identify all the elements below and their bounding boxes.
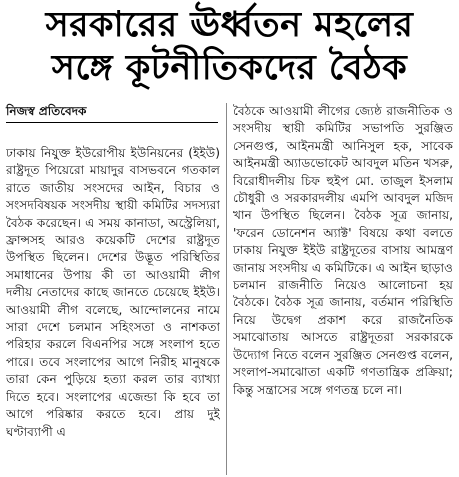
column-divider (226, 103, 227, 475)
headline-line-1: সরকারের ঊর্ধ্বতন মহলের (45, 5, 414, 45)
article-column-right (233, 103, 453, 475)
byline: নিজস্ব প্রতিবেদক (6, 103, 218, 123)
headline (0, 4, 459, 90)
headline-line-2: সঙ্গে কূটনীতিকদের বৈঠক (51, 48, 408, 88)
column-left-text: ঢাকায় নিযুক্ত ইউরোপীয় ইউনিয়নের (ইইউ) রাষ্ট্রদূত পিয়েরো মায়াদুর বাসভবনে গতকাল রাতে জাতীয় সংসদের আইন, বিচার ও সংসদবিষয়ক সংসদীয় স্থায়ী কমিটির সদস্যরা বৈঠক করেছেন। এ সময় কানাডা, অস্ট্রেলিয়া, ফ্রান্সসহ আরও কয়েকটি দেশের রাষ্ট্রদূত উপস্থিত ছিলেন। দেশের উদ্ভূত পরিস্থিতির সমাধানের উপায় কী তা আওয়ামী লীগ দলীয় নেতাদের কাছে জানতে চেয়েছে ইইউ। আওয়ামী লীগ বলেছে, আন্দোলনের নামে সারা দেশে চলমান সহিংসতা ও নাশকতা পরিহার করলে বিএনপির সঙ্গে সংলাপ হতে পারে। তবে সংলাপের আগে নিরীহ মানুষকে তারা কেন পুড়িয়ে হত্যা করল তার ব্যাখ্যা দিতে হবে। সংলাপের এজেন্ডা কি হবে তা আগে পরিষ্কার করতে হবে। প্রায় দুই ঘণ্টাব্যাপী এ (6, 146, 220, 439)
article-column-left (6, 145, 220, 475)
column-right-text: বৈঠকে আওয়ামী লীগের জ্যেষ্ঠ রাজনীতিক ও সংসদীয় স্থায়ী কমিটির সভাপতি সুরঞ্জিত সেনগুপ্ত, আইনমন্ত্রী আনিসুল হক, সাবেক আইনমন্ত্রী অ্যাডভোকেট আবদুল মতিন খসরু, বিরোধীদলীয় চিফ হুইপ মো. তাজুল ইসলাম চৌধুরী ও সরকারদলীয় এমপি আবদুল মজিদ খান উপস্থিত ছিলেন। বৈঠক সূত্র জানায়, 'ফরেন ডোনেশন অ্যাক্ট' বিষয়ে কথা বলতে ঢাকায় নিযুক্ত ইইউ রাষ্ট্রদূতের বাসায় আমন্ত্রণ জানায় সংসদীয় এ কমিটিকে। এ আইন ছাড়াও চলমান রাজনীতি নিয়েও আলোচনা হয় বৈঠকে। বৈঠক সূত্র জানায়, বর্তমান পরিস্থিতি নিয়ে উদ্বেগ প্রকাশ করে রাজনৈতিক সমাঝোতায় আসতে রাষ্ট্রদূতরা সরকারকে উদ্যোগ নিতে বলেন সুরঞ্জিত সেনগুপ্ত বলেন, সংলাপ-সমাঝোতা একটি গণতান্ত্রিক প্রক্রিয়া; কিন্তু সন্ত্রাসের সঙ্গে গণতন্ত্র চলে না। (233, 104, 453, 397)
